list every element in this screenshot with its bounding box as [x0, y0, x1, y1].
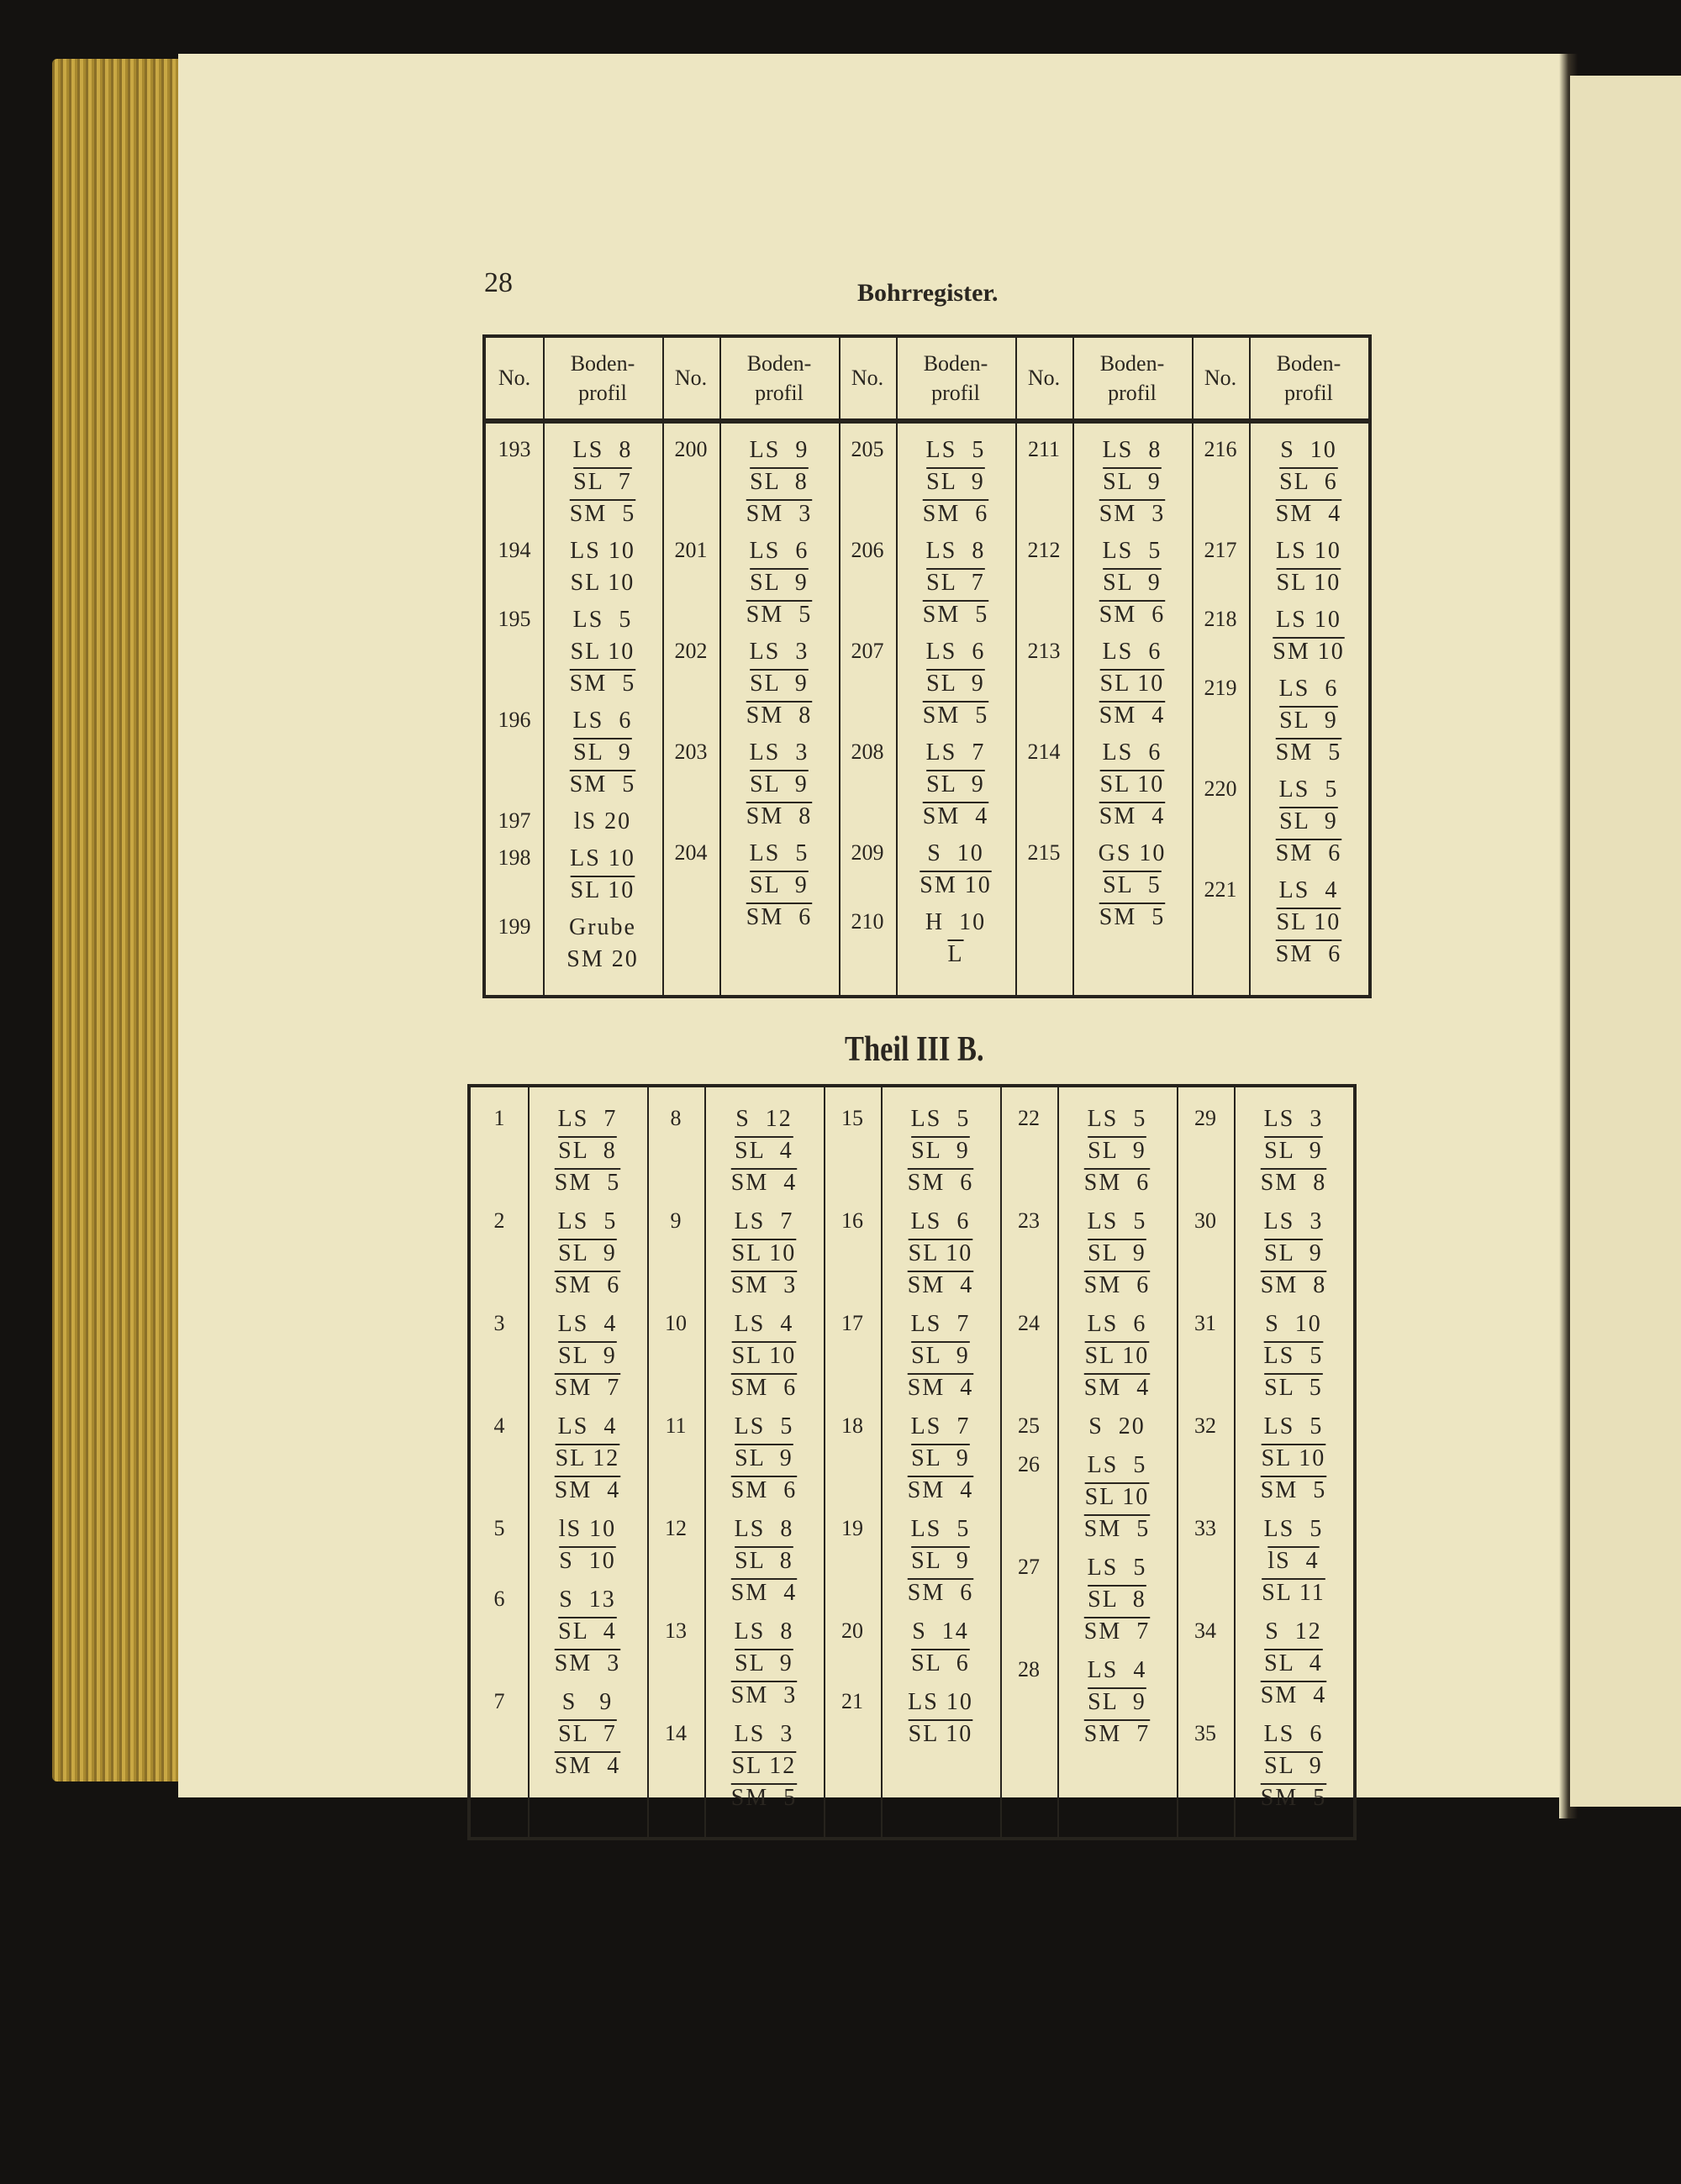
soil-profile-layer: SL 9	[1088, 1689, 1146, 1715]
soil-profile-layer: LS 7	[557, 1106, 618, 1132]
soil-profile-layer: LS 10	[1276, 607, 1341, 633]
bore-number: 2	[493, 1208, 505, 1233]
soil-profile-layer: S 14	[912, 1618, 969, 1645]
soil-profile-layer: SM 5	[554, 1170, 621, 1196]
soil-profile-layer: SL 10	[1276, 909, 1341, 935]
soil-profile-layer: SL 12	[731, 1753, 797, 1779]
soil-profile-layer: SL 9	[926, 469, 985, 495]
bore-number: 24	[1018, 1311, 1040, 1335]
header-profile-line-1: Boden-	[746, 350, 812, 376]
soil-profile-layer: $\overline{L}$	[947, 941, 964, 967]
soil-profile-layer: GS 10	[1098, 840, 1167, 866]
soil-profile-layer: SM 6	[922, 501, 989, 527]
soil-profile-layer: SM 7	[1083, 1721, 1151, 1747]
soil-profile-layer: SM 5	[569, 771, 636, 797]
bore-number: 35	[1194, 1721, 1216, 1745]
soil-profile-layer: SM 4	[554, 1753, 621, 1779]
soil-profile-layer: LS 3	[749, 639, 809, 665]
header-profile-line-2: profil	[578, 381, 627, 405]
soil-profile-layer: SL 10	[1084, 1484, 1150, 1510]
soil-profile-layer: SL 8	[558, 1138, 617, 1164]
soil-profile-layer: SM 4	[907, 1477, 974, 1503]
soil-profile-layer: LS 5	[910, 1516, 971, 1542]
soil-profile-layer: SL 10	[570, 639, 635, 665]
bore-number: 200	[674, 437, 708, 461]
soil-profile-layer: SM 6	[730, 1477, 798, 1503]
soil-profile-layer: SL 8	[735, 1548, 793, 1574]
soil-profile-layer: SM 10	[920, 872, 992, 898]
soil-profile-layer: SM 6	[1083, 1170, 1151, 1196]
soil-profile-layer: SL 9	[750, 771, 809, 797]
bore-number: 219	[1204, 676, 1237, 700]
soil-profile-layer: SL 10	[1276, 570, 1341, 596]
soil-profile-layer: SM 6	[730, 1375, 798, 1401]
soil-profile-layer: lS 4	[1267, 1548, 1320, 1574]
column-divider-number	[1234, 1087, 1236, 1837]
soil-profile-layer: LS 5	[1278, 776, 1339, 803]
bore-number: 198	[498, 845, 531, 870]
soil-profile-layer: SL 9	[1088, 1240, 1146, 1266]
soil-profile-layer: SM 3	[746, 501, 813, 527]
bore-number: 11	[665, 1413, 687, 1438]
soil-profile-layer: SL 9	[911, 1445, 970, 1471]
soil-profile-layer: SL 6	[911, 1650, 970, 1676]
soil-profile-layer: LS 5	[1087, 1106, 1147, 1132]
column-divider-number	[896, 338, 898, 995]
bore-number: 9	[670, 1208, 682, 1233]
bore-number: 13	[665, 1618, 687, 1643]
soil-profile-layer: SM 5	[1083, 1516, 1151, 1542]
soil-profile-layer: LS 5	[749, 840, 809, 866]
header-bodenprofil	[543, 338, 662, 418]
soil-profile-layer: SL 10	[1261, 1445, 1326, 1471]
register-table-bottom	[467, 1084, 1357, 1840]
header-no: No.	[851, 366, 884, 391]
soil-profile-layer: S 9	[561, 1689, 614, 1715]
bore-number: 197	[498, 808, 531, 833]
soil-profile-layer: Grube	[569, 914, 636, 940]
soil-profile-layer: SL 10	[570, 877, 635, 903]
soil-profile-layer: LS 5	[1087, 1208, 1147, 1234]
soil-profile-layer: LS 5	[572, 607, 633, 633]
soil-profile-layer: SL 9	[926, 771, 985, 797]
soil-profile-layer: S 12	[1265, 1618, 1322, 1645]
bore-number: 196	[498, 708, 531, 732]
header-profile-line-2: profil	[755, 381, 804, 405]
bore-number: 14	[665, 1721, 687, 1745]
header-no: No.	[674, 366, 708, 391]
soil-profile-layer: LS 3	[1263, 1208, 1324, 1234]
soil-profile-layer: SM 4	[1260, 1682, 1327, 1708]
soil-profile-layer: SL 11	[1262, 1580, 1325, 1606]
soil-profile-layer: SL 9	[750, 570, 809, 596]
soil-profile-layer: SM 4	[730, 1580, 798, 1606]
soil-profile-layer: SM 10	[1273, 639, 1345, 665]
soil-profile-layer: SM 5	[569, 501, 636, 527]
bore-number: 218	[1204, 607, 1237, 631]
soil-profile-layer: LS 8	[1102, 437, 1162, 463]
soil-profile-layer: SM 6	[1275, 840, 1342, 866]
soil-profile-layer: LS 8	[734, 1618, 794, 1645]
soil-profile-layer: SL 8	[1088, 1587, 1146, 1613]
soil-profile-layer: S 12	[735, 1106, 793, 1132]
bore-number: 29	[1194, 1106, 1216, 1130]
soil-profile-layer: SL 9	[1264, 1753, 1323, 1779]
bore-number: 25	[1018, 1413, 1040, 1438]
soil-profile-layer: LS 5	[1087, 1555, 1147, 1581]
soil-profile-layer: LS 9	[749, 437, 809, 463]
soil-profile-layer: LS 5	[925, 437, 986, 463]
soil-profile-layer: LS 6	[925, 639, 986, 665]
bore-number: 18	[841, 1413, 863, 1438]
soil-profile-layer: LS 4	[557, 1311, 618, 1337]
bore-number: 16	[841, 1208, 863, 1233]
soil-profile-layer: S 10	[927, 840, 984, 866]
column-divider	[839, 338, 840, 995]
bore-number: 34	[1194, 1618, 1216, 1643]
soil-profile-layer: SL 9	[1088, 1138, 1146, 1164]
bore-number: 203	[674, 739, 708, 764]
soil-profile-layer: LS 6	[910, 1208, 971, 1234]
soil-profile-layer: SM 3	[1099, 501, 1166, 527]
soil-profile-layer: SL 7	[558, 1721, 617, 1747]
header-profile-line-1: Boden-	[1099, 350, 1165, 376]
column-divider	[647, 1087, 649, 1837]
soil-profile-layer: SM 5	[922, 602, 989, 628]
soil-profile-layer: SL 10	[908, 1721, 973, 1747]
soil-profile-layer: LS 8	[572, 437, 633, 463]
soil-profile-layer: LS 7	[910, 1413, 971, 1439]
soil-profile-layer: SL 9	[1279, 808, 1338, 834]
bore-number: 10	[665, 1311, 687, 1335]
soil-profile-layer: SL 5	[1264, 1375, 1323, 1401]
soil-profile-layer: SL 10	[1084, 1343, 1150, 1369]
soil-profile-layer: SM 3	[730, 1272, 798, 1298]
bore-number: 210	[851, 909, 884, 934]
soil-profile-layer: SL 9	[750, 671, 809, 697]
bore-number: 220	[1204, 776, 1237, 801]
bore-number: 199	[498, 914, 531, 939]
soil-profile-layer: LS 6	[1278, 676, 1339, 702]
bore-number: 193	[498, 437, 531, 461]
table-header-rule-double	[486, 422, 1368, 424]
column-divider	[1015, 338, 1017, 995]
soil-profile-layer: SL 9	[1103, 469, 1162, 495]
bore-number: 17	[841, 1311, 863, 1335]
column-divider	[1000, 1087, 1002, 1837]
soil-profile-layer: SL 5	[1103, 872, 1162, 898]
soil-profile-layer: SL 9	[911, 1548, 970, 1574]
column-divider-number	[1249, 338, 1251, 995]
bore-number: 212	[1027, 538, 1061, 562]
soil-profile-layer: SL 10	[731, 1240, 797, 1266]
soil-profile-layer: SL 9	[911, 1138, 970, 1164]
soil-profile-layer: LS 7	[910, 1311, 971, 1337]
soil-profile-layer: LS 5	[1102, 538, 1162, 564]
facing-page	[1570, 76, 1681, 1807]
bore-number: 213	[1027, 639, 1061, 663]
bore-number: 5	[493, 1516, 505, 1540]
header-profile-line-2: profil	[931, 381, 980, 405]
soil-profile-layer: LS 5	[734, 1413, 794, 1439]
soil-profile-layer: LS 8	[925, 538, 986, 564]
soil-profile-layer: lS 10	[558, 1516, 617, 1542]
bore-number: 21	[841, 1689, 863, 1713]
header-bodenprofil	[1072, 338, 1192, 418]
register-table-top	[482, 334, 1372, 998]
soil-profile-layer: LS 10	[570, 538, 635, 564]
bore-number: 6	[493, 1587, 505, 1611]
soil-profile-layer: SM 8	[746, 703, 813, 729]
bore-number: 22	[1018, 1106, 1040, 1130]
soil-profile-layer: LS 5	[557, 1208, 618, 1234]
soil-profile-layer: LS 7	[734, 1208, 794, 1234]
soil-profile-layer: SM 4	[1099, 803, 1166, 829]
soil-profile-layer: LS 6	[1263, 1721, 1324, 1747]
bore-number: 26	[1018, 1452, 1040, 1476]
bore-number: 15	[841, 1106, 863, 1130]
bore-number: 20	[841, 1618, 863, 1643]
bore-number: 221	[1204, 877, 1237, 902]
bore-number: 195	[498, 607, 531, 631]
soil-profile-layer: SM 3	[554, 1650, 621, 1676]
column-divider	[1177, 1087, 1178, 1837]
bore-number: 27	[1018, 1555, 1040, 1579]
soil-profile-layer: S 13	[559, 1587, 616, 1613]
soil-profile-layer: SM 5	[746, 602, 813, 628]
soil-profile-layer: LS 8	[734, 1516, 794, 1542]
soil-profile-layer: SL 4	[558, 1618, 617, 1645]
soil-profile-layer: LS 4	[734, 1311, 794, 1337]
bore-number: 207	[851, 639, 884, 663]
soil-profile-layer: SL 4	[1264, 1650, 1323, 1676]
bore-number: 23	[1018, 1208, 1040, 1233]
header-profile-line-1: Boden-	[923, 350, 988, 376]
soil-profile-layer: SL 10	[1099, 771, 1165, 797]
soil-profile-layer: SM 6	[907, 1580, 974, 1606]
soil-profile-layer: SL 6	[1279, 469, 1338, 495]
bore-number: 32	[1194, 1413, 1216, 1438]
soil-profile-layer: S 10	[1265, 1311, 1322, 1337]
soil-profile-layer: LS 3	[749, 739, 809, 766]
bore-number: 28	[1018, 1657, 1040, 1681]
running-head: Bohrregister.	[857, 279, 999, 307]
bore-number: 1	[493, 1106, 505, 1130]
soil-profile-layer: SM 8	[1260, 1272, 1327, 1298]
bore-number: 12	[665, 1516, 687, 1540]
soil-profile-layer: LS 10	[1276, 538, 1341, 564]
soil-profile-layer: SM 4	[922, 803, 989, 829]
soil-profile-layer: SM 20	[566, 946, 639, 972]
soil-profile-layer: SM 4	[1099, 703, 1166, 729]
bore-number: 211	[1027, 437, 1061, 461]
soil-profile-layer: SL 10	[731, 1343, 797, 1369]
soil-profile-layer: SM 4	[730, 1170, 798, 1196]
header-profile-line-2: profil	[1108, 381, 1157, 405]
soil-profile-layer: SL 9	[558, 1240, 617, 1266]
soil-profile-layer: SM 6	[746, 904, 813, 930]
soil-profile-layer: SL 9	[1264, 1240, 1323, 1266]
soil-profile-layer: SL 10	[1099, 671, 1165, 697]
book-page-edges	[52, 59, 187, 1781]
soil-profile-layer: SM 8	[1260, 1170, 1327, 1196]
column-divider	[1192, 338, 1194, 995]
soil-profile-layer: SL 9	[1279, 708, 1338, 734]
soil-profile-layer: S 20	[1088, 1413, 1146, 1439]
soil-profile-layer: LS 5	[1087, 1452, 1147, 1478]
soil-profile-layer: SL 9	[1264, 1138, 1323, 1164]
soil-profile-layer: SL 9	[735, 1445, 793, 1471]
bore-number: 202	[674, 639, 708, 663]
soil-profile-layer: SM 5	[1099, 904, 1166, 930]
soil-profile-layer: SM 7	[554, 1375, 621, 1401]
soil-profile-layer: LS 5	[1263, 1413, 1324, 1439]
header-profile-line-2: profil	[1284, 381, 1333, 405]
soil-profile-layer: LS 4	[557, 1413, 618, 1439]
bore-number: 205	[851, 437, 884, 461]
bore-number: 204	[674, 840, 708, 865]
soil-profile-layer: LS 4	[1278, 877, 1339, 903]
soil-profile-layer: SM 4	[554, 1477, 621, 1503]
soil-profile-layer: LS 4	[1087, 1657, 1147, 1683]
bore-number: 4	[493, 1413, 505, 1438]
soil-profile-layer: LS 7	[925, 739, 986, 766]
soil-profile-layer: SL 7	[573, 469, 632, 495]
column-divider-number	[528, 1087, 530, 1837]
column-divider-number	[881, 1087, 883, 1837]
soil-profile-layer: SM 5	[1275, 739, 1342, 766]
soil-profile-layer: SM 6	[1083, 1272, 1151, 1298]
soil-profile-layer: S 10	[1280, 437, 1337, 463]
bore-number: 31	[1194, 1311, 1216, 1335]
soil-profile-layer: SL 9	[573, 739, 632, 766]
soil-profile-layer: LS 3	[1263, 1106, 1324, 1132]
bore-number: 7	[493, 1689, 505, 1713]
soil-profile-layer: SM 4	[1275, 501, 1342, 527]
soil-profile-layer: LS 6	[572, 708, 633, 734]
soil-profile-layer: LS 10	[570, 845, 635, 871]
soil-profile-layer: SM 5	[1260, 1785, 1327, 1811]
soil-profile-layer: SL 9	[911, 1343, 970, 1369]
bore-number: 215	[1027, 840, 1061, 865]
bore-number: 216	[1204, 437, 1237, 461]
soil-profile-layer: SM 6	[1099, 602, 1166, 628]
soil-profile-layer: SL 12	[555, 1445, 620, 1471]
soil-profile-layer: SL 9	[750, 872, 809, 898]
page-number: 28	[484, 267, 513, 298]
soil-profile-layer: SM 3	[730, 1682, 798, 1708]
soil-profile-layer: LS 6	[749, 538, 809, 564]
soil-profile-layer: H 10	[925, 909, 987, 935]
header-bodenprofil	[896, 338, 1015, 418]
column-divider	[662, 338, 664, 995]
header-bodenprofil	[719, 338, 839, 418]
soil-profile-layer: lS 20	[573, 808, 632, 834]
header-no: No.	[1027, 366, 1061, 391]
soil-profile-layer: SL 8	[750, 469, 809, 495]
soil-profile-layer: LS 3	[734, 1721, 794, 1747]
bore-number: 19	[841, 1516, 863, 1540]
soil-profile-layer: SL 4	[735, 1138, 793, 1164]
soil-profile-layer: SM 4	[1083, 1375, 1151, 1401]
soil-profile-layer: SM 6	[907, 1170, 974, 1196]
header-no: No.	[498, 366, 531, 391]
header-profile-line-1: Boden-	[1276, 350, 1341, 376]
soil-profile-layer: SM 6	[1275, 941, 1342, 967]
bore-number: 209	[851, 840, 884, 865]
soil-profile-layer: SL 10	[908, 1240, 973, 1266]
soil-profile-layer: SL 9	[1103, 570, 1162, 596]
bore-number: 8	[670, 1106, 682, 1130]
header-profile-line-1: Boden-	[570, 350, 635, 376]
section-title-theil-iii-b: Theil III B.	[845, 1030, 984, 1069]
soil-profile-layer: SM 5	[922, 703, 989, 729]
soil-profile-layer: LS 5	[1263, 1516, 1324, 1542]
soil-profile-layer: SM 4	[907, 1272, 974, 1298]
bore-number: 206	[851, 538, 884, 562]
bore-number: 3	[493, 1311, 505, 1335]
header-bodenprofil	[1249, 338, 1368, 418]
soil-profile-layer: LS 5	[1263, 1343, 1324, 1369]
column-divider-number	[1072, 338, 1074, 995]
column-divider-number	[704, 1087, 706, 1837]
soil-profile-layer: SL 9	[558, 1343, 617, 1369]
soil-profile-layer: SM 5	[1260, 1477, 1327, 1503]
soil-profile-layer: SM 8	[746, 803, 813, 829]
bore-number: 30	[1194, 1208, 1216, 1233]
soil-profile-layer: SM 5	[569, 671, 636, 697]
soil-profile-layer: LS 5	[910, 1106, 971, 1132]
soil-profile-layer: SM 5	[730, 1785, 798, 1811]
column-divider-number	[719, 338, 721, 995]
soil-profile-layer: SL 9	[926, 671, 985, 697]
bore-number: 201	[674, 538, 708, 562]
bore-number: 217	[1204, 538, 1237, 562]
soil-profile-layer: LS 6	[1102, 639, 1162, 665]
bore-number: 208	[851, 739, 884, 764]
column-divider-number	[543, 338, 545, 995]
column-divider	[824, 1087, 825, 1837]
soil-profile-layer: SM 6	[554, 1272, 621, 1298]
header-no: No.	[1204, 366, 1237, 391]
bore-number: 33	[1194, 1516, 1216, 1540]
soil-profile-layer: SL 7	[926, 570, 985, 596]
soil-profile-layer: S 10	[559, 1548, 616, 1574]
soil-profile-layer: LS 6	[1102, 739, 1162, 766]
soil-profile-layer: SL 10	[570, 570, 635, 596]
bore-number: 214	[1027, 739, 1061, 764]
column-divider-number	[1057, 1087, 1059, 1837]
soil-profile-layer: SL 9	[735, 1650, 793, 1676]
soil-profile-layer: LS 10	[908, 1689, 973, 1715]
soil-profile-layer: LS 6	[1087, 1311, 1147, 1337]
soil-profile-layer: SM 7	[1083, 1618, 1151, 1645]
soil-profile-layer: SM 4	[907, 1375, 974, 1401]
bore-number: 194	[498, 538, 531, 562]
